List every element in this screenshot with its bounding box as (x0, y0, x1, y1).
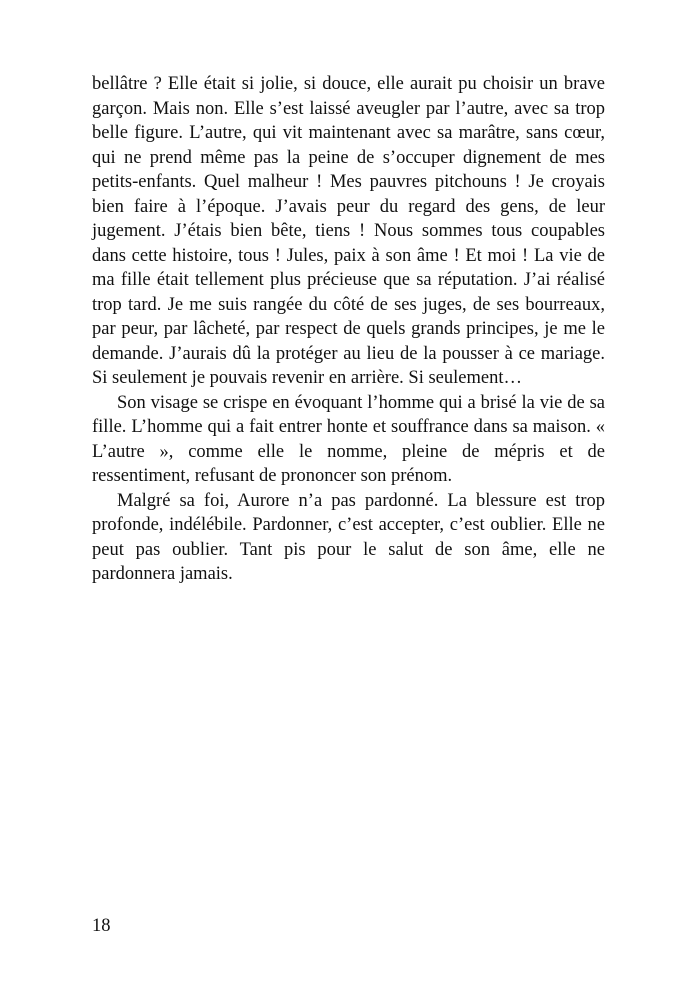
paragraph-1: bellâtre ? Elle était si jolie, si douce, elle aurait pu choisir un brave garçon. Mais non. Elle s’est laissé aveugler par l’autre, avec sa trop belle figure. L’autre, qui vit maintenant avec sa marâtre, sans cœur, qui ne prend même pas la peine de s’occuper dignement de mes petits-enfants. Quel malheur ! Mes pauvres pitchouns ! Je croyais bien faire à l’époque. J’avais peur du regard des gens, de leur jugement. J’étais bien bête, tiens ! Nous sommes tous coupables dans cette histoire, tous ! Jules, paix à son âme ! Et moi ! La vie de ma fille était tellement plus précieuse que sa réputation. J’ai réalisé trop tard. Je me suis rangée du côté de ses juges, de ses bourreaux, par peur, par lâcheté, par respect de quels grands principes, je me le demande. J’aurais dû la protéger au lieu de la pousser à ce mariage. Si seulement je pouvais revenir en arrière. Si seulement… (92, 74, 605, 388)
page-number: 18 (92, 916, 111, 936)
body-text (92, 72, 605, 587)
paragraph-2: Son visage se crispe en évoquant l’homme qui a brisé la vie de sa fille. L’homme qui a fait entrer honte et souffrance dans sa maison. « L’autre », comme elle le nomme, pleine de mépris et de ressentiment, refusant de prononcer son prénom. (92, 392, 605, 486)
paragraph-3: Malgré sa foi, Aurore n’a pas pardonné. La blessure est trop profonde, indélébile. Pardonner, c’est accepter, c’est oublier. Elle ne peut pas oublier. Tant pis pour le salut de son âme, elle ne pardonnera jamais. (92, 490, 605, 584)
